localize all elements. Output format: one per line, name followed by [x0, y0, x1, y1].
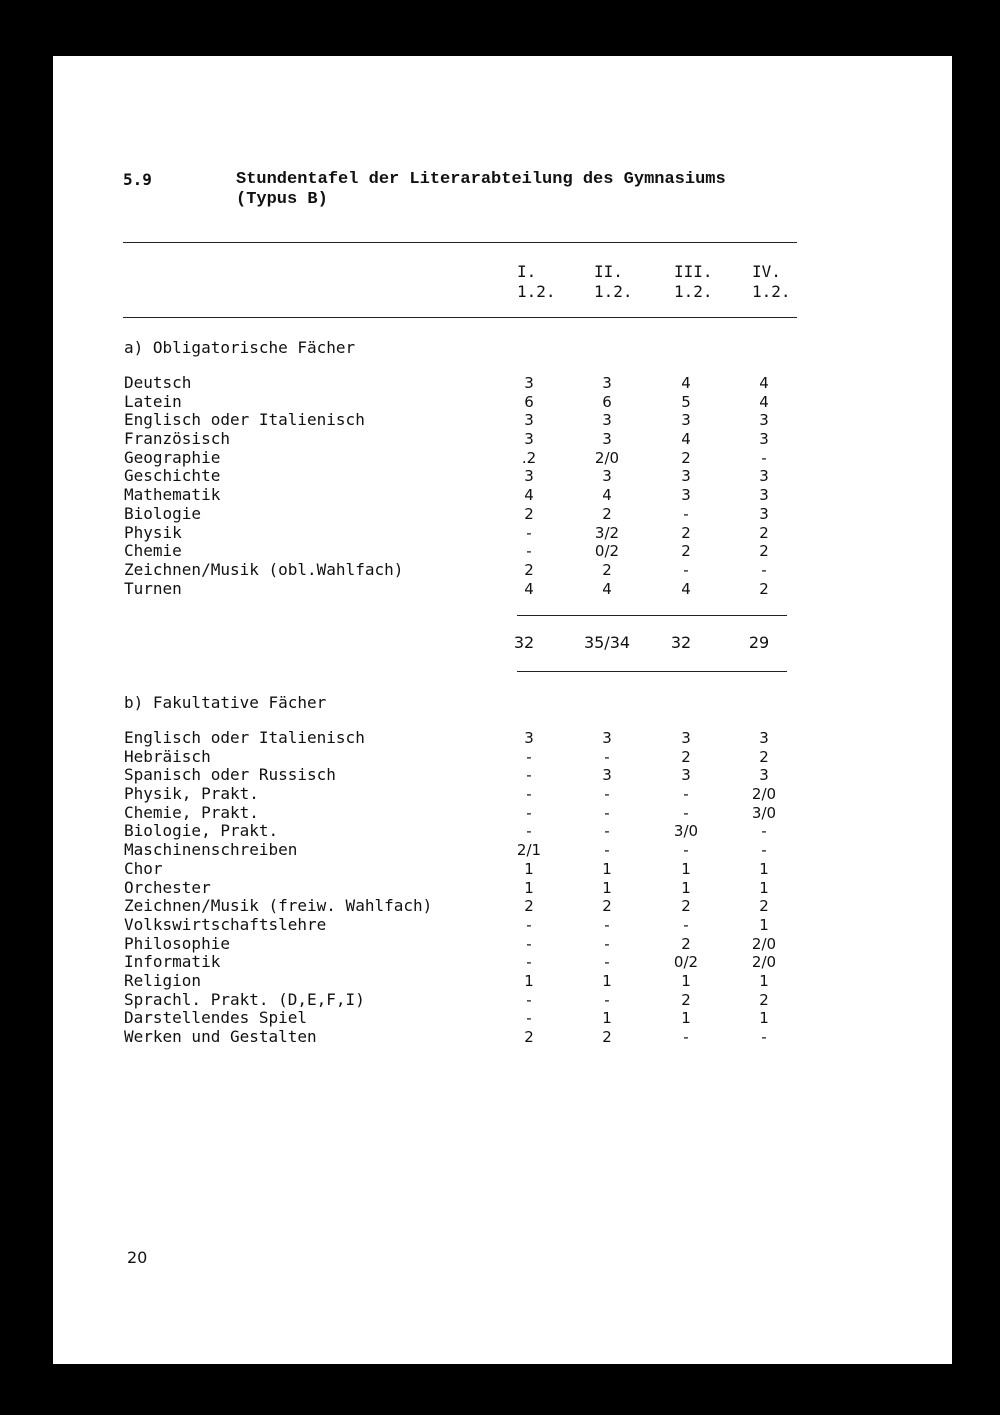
- hours-col-3: -: [683, 841, 689, 860]
- table-row: [0, 879, 1000, 898]
- hours-col-3: -: [683, 504, 689, 523]
- total-col-1: 32: [513, 633, 535, 652]
- table-row: [0, 1009, 1000, 1028]
- hours-col-2: -: [604, 803, 610, 822]
- table-row: [0, 822, 1000, 841]
- hours-col-2: 3: [602, 766, 612, 785]
- table-row: [0, 935, 1000, 954]
- hours-col-4: 3/0: [751, 803, 777, 822]
- totals-bottom-rule: [517, 671, 787, 672]
- subject-name: Zeichnen/Musik (freiw. Wahlfach): [124, 896, 433, 916]
- hours-col-4: 3: [759, 766, 769, 785]
- hours-col-3: 2: [681, 897, 691, 916]
- subject-name: Mathematik: [124, 485, 221, 505]
- subject-name: Werken und Gestalten: [124, 1027, 317, 1046]
- hours-col-2: 1: [602, 878, 612, 897]
- hours-col-4: 3: [759, 430, 769, 449]
- hours-col-1: -: [526, 523, 532, 542]
- hours-col-1: 2: [524, 504, 534, 523]
- hours-col-1: 2: [524, 560, 534, 579]
- hours-col-4: -: [761, 822, 767, 841]
- hours-col-4: 1: [759, 915, 769, 934]
- hours-col-4: 3: [759, 467, 769, 486]
- subject-name: Informatik: [124, 952, 221, 972]
- hours-col-3: 2: [681, 448, 691, 467]
- hours-col-3: 2: [681, 747, 691, 766]
- hours-col-1: 2: [524, 897, 534, 916]
- hours-col-4: 2/0: [751, 785, 777, 804]
- hours-col-1: 1: [524, 859, 534, 878]
- table-row: [0, 972, 1000, 991]
- hours-col-1: 6: [524, 392, 534, 411]
- table-row: [0, 393, 1000, 412]
- hours-col-1: 4: [524, 579, 534, 598]
- hours-col-4: 1: [759, 859, 769, 878]
- table-row: [0, 804, 1000, 823]
- table-row: [0, 467, 1000, 486]
- hours-col-1: -: [526, 953, 532, 972]
- hours-col-3: -: [683, 915, 689, 934]
- subject-name: Geographie: [124, 447, 221, 467]
- hours-col-1: 3: [524, 729, 534, 747]
- hours-col-3: 3: [681, 467, 691, 486]
- subject-name: Biologie, Prakt.: [124, 821, 279, 841]
- subject-name: Französisch: [124, 429, 230, 449]
- subject-name: Spanisch oder Russisch: [124, 765, 336, 785]
- hours-col-1: -: [526, 934, 532, 953]
- subject-name: Latein: [124, 391, 182, 411]
- hours-col-1: 3: [524, 430, 534, 449]
- hours-col-4: 2: [759, 523, 769, 542]
- hours-col-1: 2: [524, 1028, 534, 1046]
- hours-col-4: -: [761, 560, 767, 579]
- hours-col-3: 4: [681, 374, 691, 392]
- subject-name: Philosophie: [124, 933, 230, 953]
- table-row: [0, 785, 1000, 804]
- hours-col-3: -: [683, 1028, 689, 1046]
- hours-col-4: 1: [759, 1009, 769, 1028]
- subject-name: Biologie: [124, 503, 202, 523]
- hours-col-2: 4: [602, 579, 612, 598]
- table-row: [0, 524, 1000, 543]
- table-row: [0, 1028, 1000, 1047]
- hours-col-2: -: [604, 785, 610, 804]
- hours-col-4: -: [761, 448, 767, 467]
- total-col-4: 29: [748, 633, 770, 652]
- hours-col-2: -: [604, 990, 610, 1009]
- hours-col-1: -: [526, 747, 532, 766]
- hours-col-3: 3: [681, 766, 691, 785]
- table-row: [0, 897, 1000, 916]
- subject-name: Englisch oder Italienisch: [124, 728, 365, 747]
- section-title: Stundentafel der Literarabteilung des Gymnasiums (Typus B): [236, 170, 726, 209]
- hours-col-4: 2: [759, 579, 769, 598]
- hours-col-2: 3: [602, 467, 612, 486]
- section-number: 5.9: [123, 170, 152, 189]
- table-row: [0, 580, 1000, 599]
- total-col-2: 35/34: [583, 633, 631, 652]
- hours-col-1: -: [526, 1009, 532, 1028]
- obligatory-section-label: a) Obligatorische Fächer: [124, 338, 356, 357]
- hours-col-2: 3/2: [594, 523, 620, 542]
- hours-col-1: .2: [521, 448, 537, 467]
- hours-col-3: 3: [681, 486, 691, 505]
- subject-name: Physik: [124, 522, 182, 542]
- hours-col-2: 2: [602, 1028, 612, 1046]
- subject-name: Zeichnen/Musik (obl.Wahlfach): [124, 559, 404, 579]
- hours-col-3: 3: [681, 411, 691, 430]
- hours-col-1: -: [526, 822, 532, 841]
- hours-col-3: 1: [681, 1009, 691, 1028]
- hours-col-1: -: [526, 766, 532, 785]
- hours-col-1: 3: [524, 411, 534, 430]
- subject-name: Turnen: [124, 578, 182, 598]
- table-row: [0, 860, 1000, 879]
- hours-col-2: -: [604, 822, 610, 841]
- hours-col-2: 3: [602, 729, 612, 747]
- hours-col-4: 3: [759, 504, 769, 523]
- column-header-4-roman: IV.: [752, 262, 781, 281]
- column-header-2-sub: 1.2.: [594, 282, 633, 301]
- hours-col-3: -: [683, 560, 689, 579]
- hours-col-4: 2: [759, 747, 769, 766]
- hours-col-2: 6: [602, 392, 612, 411]
- subject-name: Chor: [124, 858, 163, 878]
- optional-section-label: b) Fakultative Fächer: [124, 693, 327, 712]
- subject-name: Chemie: [124, 541, 182, 561]
- hours-col-4: 3: [759, 486, 769, 505]
- hours-col-3: 1: [681, 971, 691, 990]
- column-header-2: [594, 262, 633, 302]
- hours-col-1: 3: [524, 467, 534, 486]
- hours-col-1: 1: [524, 878, 534, 897]
- table-row: [0, 430, 1000, 449]
- hours-col-1: -: [526, 915, 532, 934]
- table-row: [0, 766, 1000, 785]
- hours-col-2: 4: [602, 486, 612, 505]
- hours-col-2: -: [604, 953, 610, 972]
- table-row: [0, 916, 1000, 935]
- hours-col-4: 2: [759, 897, 769, 916]
- subject-name: Religion: [124, 970, 202, 990]
- subject-name: Hebräisch: [124, 746, 211, 766]
- hours-col-2: 3: [602, 374, 612, 392]
- hours-col-2: 3: [602, 430, 612, 449]
- hours-col-2: 1: [602, 859, 612, 878]
- hours-col-1: 4: [524, 486, 534, 505]
- table-row: [0, 841, 1000, 860]
- hours-col-1: 2/1: [516, 841, 542, 860]
- subject-name: Sprachl. Prakt. (D,E,F,I): [124, 989, 365, 1009]
- table-row: [0, 505, 1000, 524]
- column-header-4: [752, 262, 791, 302]
- hours-col-4: 2: [759, 990, 769, 1009]
- hours-col-4: -: [761, 1028, 767, 1046]
- totals-top-rule: [517, 615, 787, 616]
- column-header-3-sub: 1.2.: [674, 282, 713, 301]
- hours-col-3: -: [683, 803, 689, 822]
- hours-col-4: 1: [759, 971, 769, 990]
- hours-col-1: -: [526, 990, 532, 1009]
- hours-col-3: 2: [681, 934, 691, 953]
- table-row: [0, 542, 1000, 561]
- hours-col-2: 2: [602, 504, 612, 523]
- hours-col-1: -: [526, 785, 532, 804]
- column-header-1-sub: 1.2.: [517, 282, 556, 301]
- column-header-1-roman: I.: [517, 262, 537, 281]
- table-row: [0, 411, 1000, 430]
- header-bottom-rule: [123, 317, 797, 318]
- subject-name: Englisch oder Italienisch: [124, 410, 365, 430]
- hours-col-2: -: [604, 915, 610, 934]
- hours-col-4: 3: [759, 729, 769, 747]
- column-header-2-roman: II.: [594, 262, 623, 281]
- hours-col-1: 1: [524, 971, 534, 990]
- hours-col-3: 2: [681, 542, 691, 561]
- subject-name: Physik, Prakt.: [124, 784, 259, 804]
- subject-name: Deutsch: [124, 373, 192, 392]
- hours-col-2: 1: [602, 971, 612, 990]
- hours-col-4: 4: [759, 374, 769, 392]
- hours-col-4: -: [761, 841, 767, 860]
- hours-col-3: -: [683, 785, 689, 804]
- hours-col-3: 4: [681, 430, 691, 449]
- subject-name: Geschichte: [124, 466, 221, 486]
- table-row: [0, 561, 1000, 580]
- hours-col-4: 2: [759, 542, 769, 561]
- hours-col-4: 4: [759, 392, 769, 411]
- table-row: [0, 953, 1000, 972]
- hours-col-1: -: [526, 542, 532, 561]
- hours-col-3: 0/2: [673, 953, 699, 972]
- hours-col-3: 3: [681, 729, 691, 747]
- hours-col-2: -: [604, 747, 610, 766]
- column-header-4-sub: 1.2.: [752, 282, 791, 301]
- hours-col-2: 2/0: [594, 448, 620, 467]
- hours-col-4: 3: [759, 411, 769, 430]
- subject-name: Orchester: [124, 877, 211, 897]
- table-row: [0, 991, 1000, 1010]
- subject-name: Chemie, Prakt.: [124, 802, 259, 822]
- hours-col-2: 2: [602, 897, 612, 916]
- hours-col-3: 2: [681, 523, 691, 542]
- hours-col-3: 3/0: [673, 822, 699, 841]
- hours-col-3: 4: [681, 579, 691, 598]
- hours-col-3: 1: [681, 878, 691, 897]
- column-header-3: [674, 262, 713, 302]
- hours-col-4: 2/0: [751, 953, 777, 972]
- hours-col-1: -: [526, 803, 532, 822]
- optional-table: [0, 729, 1000, 1047]
- table-row: [0, 374, 1000, 393]
- page-number: 20: [127, 1248, 148, 1267]
- subject-name: Volkswirtschaftslehre: [124, 914, 327, 934]
- column-header-1: [517, 262, 556, 302]
- subject-name: Darstellendes Spiel: [124, 1008, 308, 1028]
- hours-col-2: 3: [602, 411, 612, 430]
- table-row: [0, 449, 1000, 468]
- hours-col-2: 1: [602, 1009, 612, 1028]
- hours-col-1: 3: [524, 374, 534, 392]
- hours-col-2: -: [604, 934, 610, 953]
- hours-col-2: 0/2: [594, 542, 620, 561]
- table-row: [0, 486, 1000, 505]
- table-row: [0, 748, 1000, 767]
- hours-col-2: -: [604, 841, 610, 860]
- hours-col-3: 1: [681, 859, 691, 878]
- hours-col-2: 2: [602, 560, 612, 579]
- total-col-3: 32: [670, 633, 692, 652]
- table-top-rule: [123, 242, 797, 243]
- hours-col-4: 1: [759, 878, 769, 897]
- hours-col-4: 2/0: [751, 934, 777, 953]
- obligatory-table: [0, 374, 1000, 598]
- column-header-3-roman: III.: [674, 262, 713, 281]
- table-row: [0, 729, 1000, 748]
- hours-col-3: 2: [681, 990, 691, 1009]
- hours-col-3: 5: [681, 392, 691, 411]
- subject-name: Maschinenschreiben: [124, 840, 298, 860]
